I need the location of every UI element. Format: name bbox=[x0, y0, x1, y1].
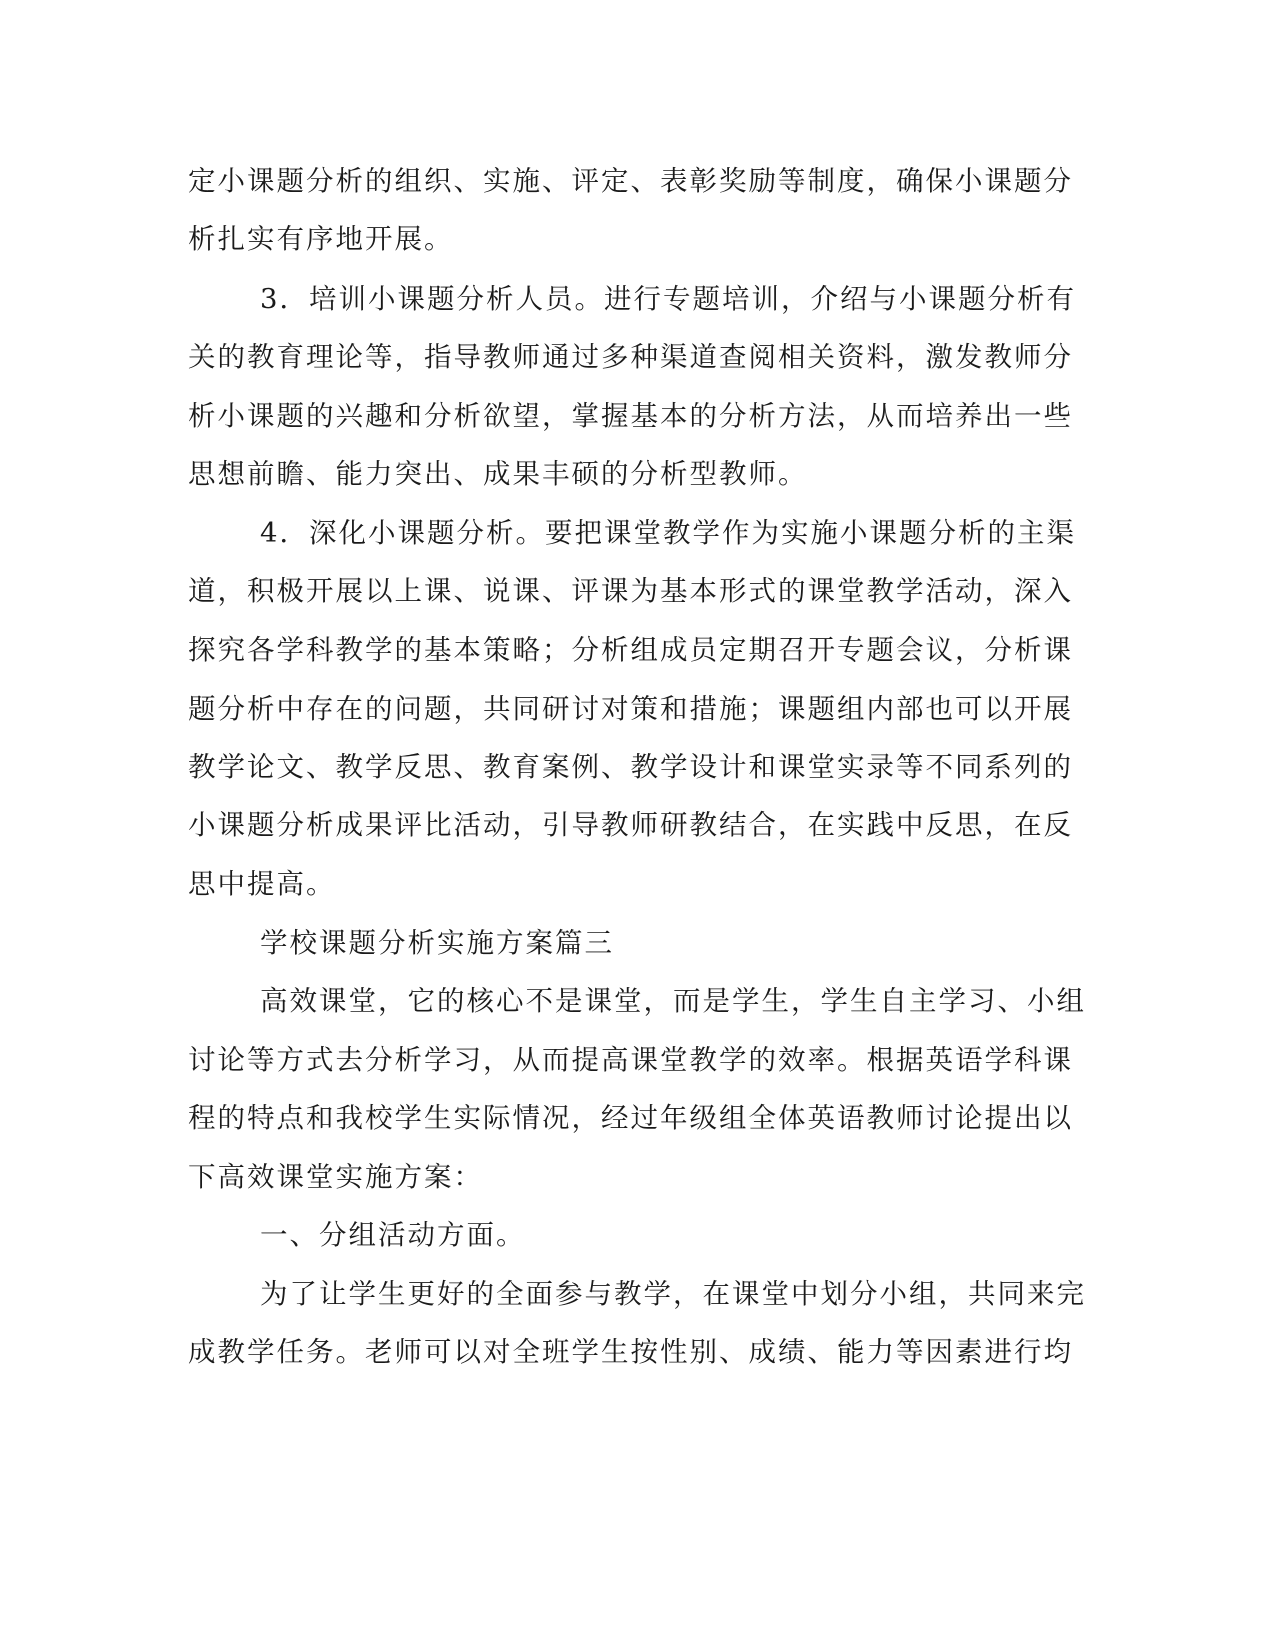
text-line: 定小课题分析的组织、实施、评定、表彰奖励等制度，确保小课题分 bbox=[188, 165, 1073, 197]
text-line: 下高效课堂实施方案： bbox=[188, 1161, 483, 1193]
text-line: 成教学任务。老师可以对全班学生按性别、成绩、能力等因素进行均 bbox=[188, 1336, 1073, 1368]
text-line: 思中提高。 bbox=[188, 868, 336, 900]
text-line: 教学论文、教学反思、教育案例、教学设计和课堂实录等不同系列的 bbox=[188, 751, 1073, 783]
text-line: 程的特点和我校学生实际情况，经过年级组全体英语教师讨论提出以 bbox=[188, 1102, 1073, 1134]
text-line: 4．深化小课题分析。要把课堂教学作为实施小课题分析的主渠 bbox=[260, 517, 1076, 549]
section-heading: 学校课题分析实施方案篇三 bbox=[260, 927, 614, 959]
text-line: 讨论等方式去分析学习，从而提高课堂教学的效率。根据英语学科课 bbox=[188, 1044, 1073, 1076]
text-line: 思想前瞻、能力突出、成果丰硕的分析型教师。 bbox=[188, 458, 808, 490]
text-line: 小课题分析成果评比活动，引导教师研教结合，在实践中反思，在反 bbox=[188, 809, 1073, 841]
subsection-heading: 一、分组活动方面。 bbox=[260, 1219, 526, 1251]
text-line: 关的教育理论等，指导教师通过多种渠道查阅相关资料，激发教师分 bbox=[188, 341, 1073, 373]
text-line: 析扎实有序地开展。 bbox=[188, 223, 454, 255]
text-line: 析小课题的兴趣和分析欲望，掌握基本的分析方法，从而培养出一些 bbox=[188, 400, 1073, 432]
text-line: 探究各学科教学的基本策略；分析组成员定期召开专题会议，分析课 bbox=[188, 634, 1073, 666]
text-line: 为了让学生更好的全面参与教学，在课堂中划分小组，共同来完 bbox=[260, 1278, 1086, 1310]
text-line: 高效课堂，它的核心不是课堂，而是学生，学生自主学习、小组 bbox=[260, 985, 1086, 1017]
text-line: 道，积极开展以上课、说课、评课为基本形式的课堂教学活动，深入 bbox=[188, 575, 1073, 607]
text-line: 3．培训小课题分析人员。进行专题培训，介绍与小课题分析有 bbox=[260, 283, 1076, 315]
text-line: 题分析中存在的问题，共同研讨对策和措施；课题组内部也可以开展 bbox=[188, 693, 1073, 725]
